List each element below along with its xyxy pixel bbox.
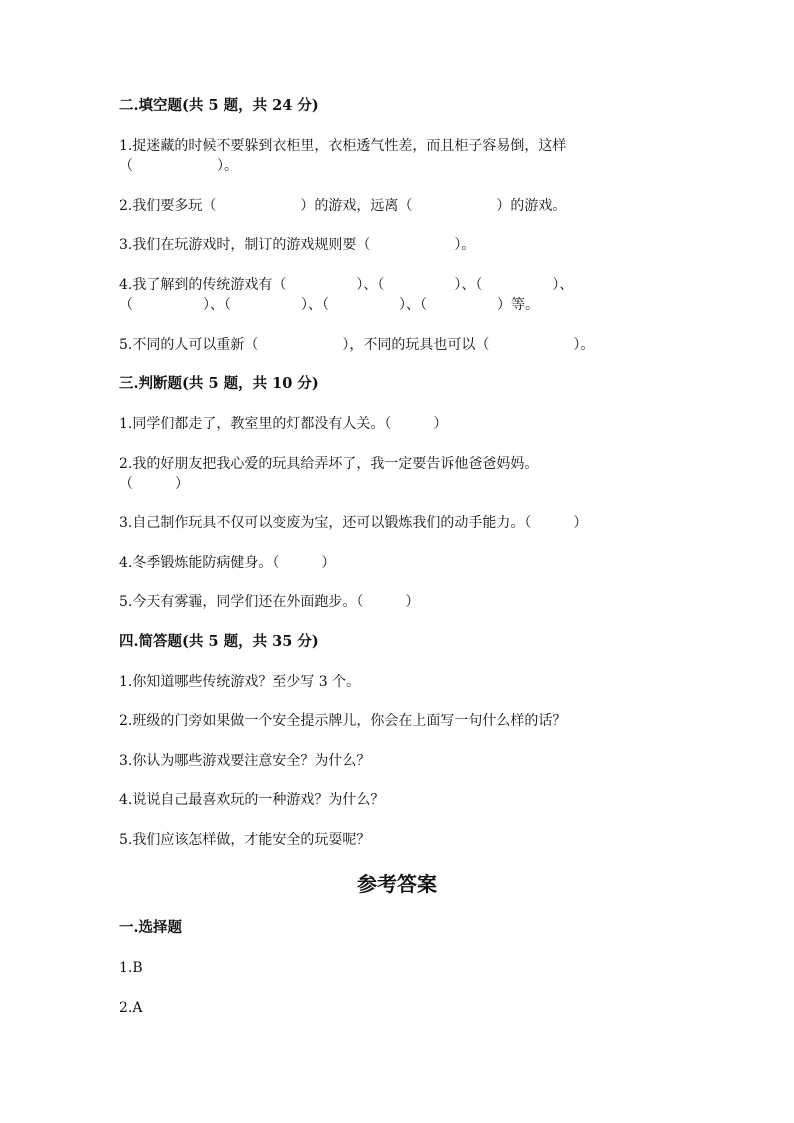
fill-blank-q4-line1: 4.我了解到的传统游戏有（ ）、（ ）、（ ）、 bbox=[119, 277, 574, 293]
fill-blank-q4-line2: （ ）、（ ）、（ ）、（ ）等。 bbox=[119, 297, 539, 313]
short-answer-q5: 5.我们应该怎样做，才能安全的玩耍呢？ bbox=[119, 832, 371, 848]
true-false-q4: 4.冬季锻炼能防病健身。（ ） bbox=[119, 555, 336, 571]
section-heading-true-false: 三.判断题(共 5 题，共 10 分) bbox=[119, 375, 319, 392]
true-false-q1: 1.同学们都走了，教室里的灯都没有人关。（ ） bbox=[119, 416, 448, 432]
short-answer-q4: 4.说说自己最喜欢玩的一种游戏？为什么？ bbox=[119, 792, 385, 808]
fill-blank-q2: 2.我们要多玩（ ）的游戏，远离（ ）的游戏。 bbox=[119, 198, 567, 214]
fill-blank-q5: 5.不同的人可以重新（ ），不同的玩具也可以（ ）。 bbox=[119, 337, 595, 353]
fill-blank-q1-line2: （ ）。 bbox=[119, 158, 238, 174]
answers-choice-heading: 一.选择题 bbox=[119, 919, 183, 936]
section-heading-short-answer: 四.简答题(共 5 题，共 35 分) bbox=[119, 633, 319, 650]
section-heading-fill-blank: 二.填空题(共 5 题，共 24 分) bbox=[119, 97, 319, 114]
short-answer-q2: 2.班级的门旁如果做一个安全提示牌儿，你会在上面写一句什么样的话？ bbox=[119, 713, 567, 729]
true-false-q3: 3.自己制作玩具不仅可以变废为宝，还可以锻炼我们的动手能力。（ ） bbox=[119, 515, 588, 531]
fill-blank-q3: 3.我们在玩游戏时，制订的游戏规则要（ ）。 bbox=[119, 237, 476, 253]
true-false-q2-line1: 2.我的好朋友把我心爱的玩具给弄坏了，我一定要告诉他爸爸妈妈。 bbox=[119, 456, 539, 472]
true-false-q5: 5.今天有雾霾，同学们还在外面跑步。（ ） bbox=[119, 594, 420, 610]
fill-blank-q1-line1: 1.捉迷藏的时候不要躲到衣柜里，衣柜透气性差，而且柜子容易倒，这样 bbox=[119, 138, 567, 154]
answer-2: 2.A bbox=[119, 1000, 143, 1016]
true-false-q2-line2: （ ） bbox=[119, 476, 189, 492]
short-answer-q3: 3.你认为哪些游戏要注意安全？为什么？ bbox=[119, 753, 371, 769]
short-answer-q1: 1.你知道哪些传统游戏？至少写 3 个。 bbox=[119, 674, 361, 690]
answers-title: 参考答案 bbox=[357, 872, 437, 896]
answer-1: 1.B bbox=[119, 960, 143, 976]
